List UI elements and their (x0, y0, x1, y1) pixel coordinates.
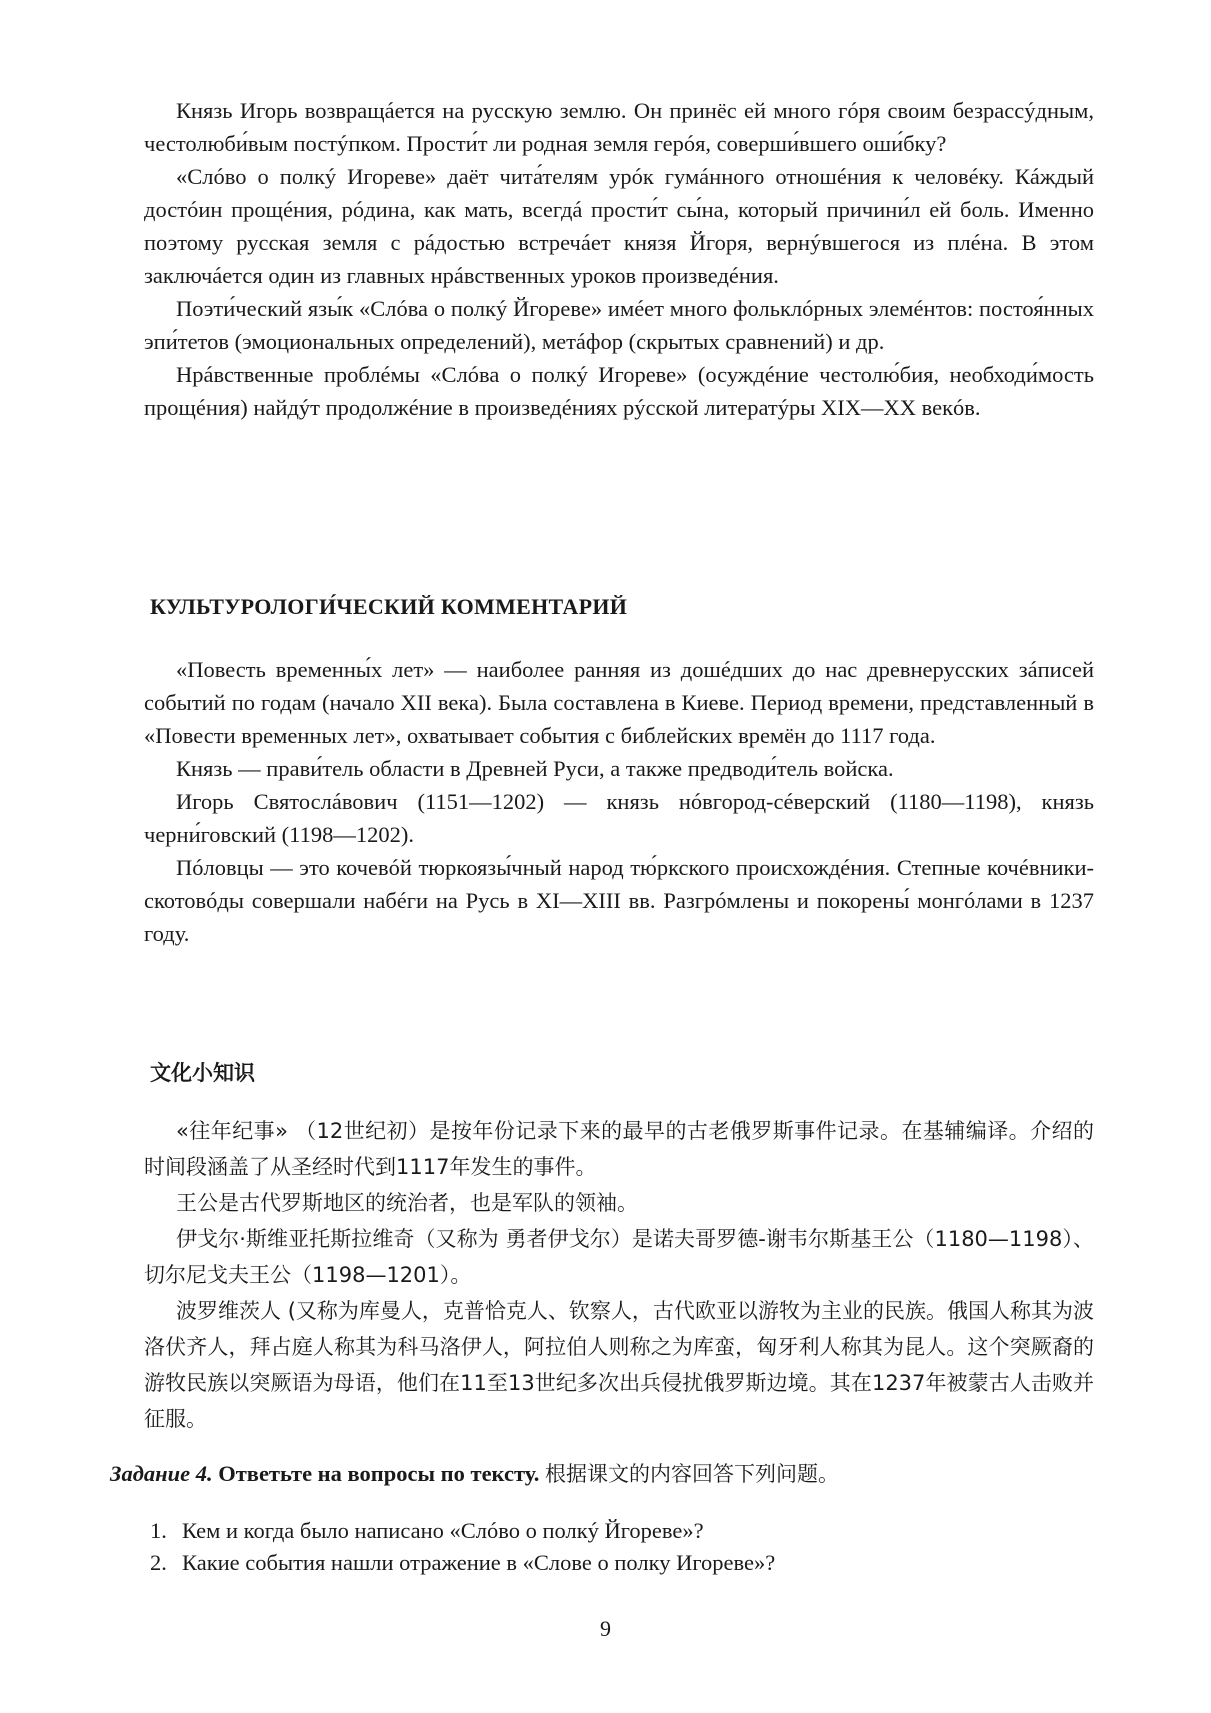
zh-paragraph-4: 波罗维茨人 (又称为库曼人，克普恰克人、钦察人，古代欧亚以游牧为主业的民族。俄国人称其为波洛伏齐人，拜占庭人称其为科马洛伊人，阿拉伯人则称之为库蛮，匈牙利人称其为昆人。这个突厥裔的游牧民族以突厥语为母语，他们在11至13世纪多次出兵侵扰俄罗斯边境。其在1237年被蒙古人击败并征服。 (144, 1299, 1094, 1431)
zh-paragraph-2: 王公是古代罗斯地区的统治者，也是军队的领袖。 (176, 1191, 638, 1215)
question-item (150, 1547, 1090, 1579)
intro-paragraph-2: «Слóво о полкý Игореве» даёт чита́телям урóк гумáнного отношéния к человéку. Кáждый достóин прощéния, рóдина, как мать, всегдá прости́т сы́на, который причини́л ей боль. Именно поэтому русская земля с рáдостью встречáет князя Йгоря, вернýвшегося из плéна. В этом заключáется один из главных нрáвственных уроков произведéния. (144, 164, 1094, 288)
question-list (150, 1515, 1090, 1579)
commentary-section (144, 653, 1094, 950)
question-text: Какие события нашли отражение в «Слове о полку Игореве»? (182, 1550, 776, 1575)
commentary-paragraph-3: Игорь Святослáвович (1151—1202) — князь нóвгород-сéверский (1180—1198), князь черни́говский (1198—1202). (144, 789, 1094, 847)
section-heading: КУЛЬТУРОЛОГИ́ЧЕСКИЙ КОММЕНТАРИЙ (150, 594, 628, 619)
commentary-paragraph-4: Пóловцы — это кочевóй тюркоязы́чный народ тю́ркского происхождéния. Степные кочéвники-скотовóды совершали набéги на Русь в XI—XIII вв. Разгрóмлены и покорены́ монгóлами в 1237 году. (144, 855, 1094, 946)
commentary-paragraph-2: Князь — прави́тель области в Древней Руси, а также предводи́тель войска. (176, 756, 894, 781)
zh-paragraph-3: 伊戈尔·斯维亚托斯拉维奇（又称为 勇者伊戈尔）是诺夫哥罗德-谢韦尔斯基王公（1180—1198）、切尔尼戈夫王公（1198—1201）。 (144, 1227, 1094, 1287)
zh-section (144, 1113, 1094, 1437)
question-number: 2. (150, 1550, 167, 1575)
commentary-paragraph-1: «Повесть временны́х лет» — наиболее ранняя из дошéдших до нас древнерусских зáписей событий по годам (начало XII века). Была составлена в Киеве. Период времени, представленный в «Повести временных лет», охватывает события с библейских времён до 1117 года. (144, 657, 1094, 748)
task-text: Ответьте на вопросы по тексту. (218, 1461, 540, 1486)
intro-section (144, 94, 1094, 424)
intro-paragraph-1: Князь Игорь возвращáется на русскую землю. Он принёс ей много гóря своим безрассýдным, честолюби́вым постýпком. Прости́т ли родная земля герóя, соверши́вшего оши́бку? (144, 98, 1094, 156)
question-item (150, 1515, 1090, 1547)
question-text: Кем и когда было написано «Слóво о полкý Йгореве»? (182, 1518, 704, 1543)
question-number: 1. (150, 1518, 167, 1543)
intro-paragraph-4: Нрáвственные проблéмы «Слóва о полкý Игореве» (осуждéние честолю́бия, необходи́мость прощéния) найдýт продолжéние в произведéниях рýсской литератýры XIX—XX векóв. (144, 362, 1094, 420)
task-zh-text: 根据课文的内容回答下列问题。 (544, 1462, 839, 1486)
task-label: Задание 4. (110, 1461, 213, 1486)
zh-paragraph-1: «往年纪事» （12世纪初）是按年份记录下来的最早的古老俄罗斯事件记录。在基辅编译。介绍的时间段涵盖了从圣经时代到1117年发生的事件。 (144, 1119, 1094, 1179)
task-line (110, 1458, 1100, 1490)
intro-paragraph-3: Поэти́ческий язы́к «Слóва о полкý Йгореве» имéет много фольклóрных элемéнтов: постоя́нных эпи́тетов (эмоциональных определений), метáфор (скрытых сравнений) и др. (144, 296, 1094, 354)
zh-heading: 文化小知识 (150, 1061, 255, 1085)
page-number: 9 (600, 1616, 611, 1641)
